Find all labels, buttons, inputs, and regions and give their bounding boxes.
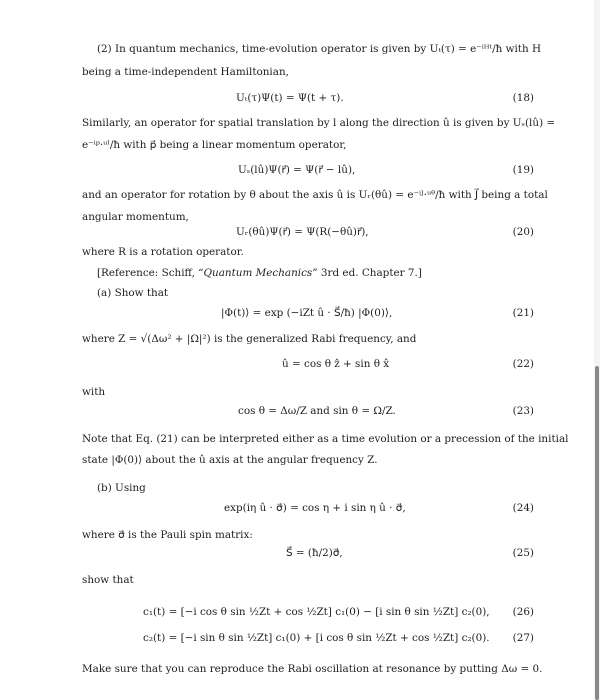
- reference-book-title: Quantum Mechanics: [203, 267, 313, 279]
- equation-18-number: (18): [512, 92, 534, 104]
- note-line-2: state |Φ(0)⟩ about the û axis at the angular frequency Z.: [82, 454, 378, 466]
- spatial-line-2: e⁻ⁱᵖ·ᵘˡ/ħ with p⃗ being a linear momentum operator,: [82, 139, 347, 151]
- equation-25-number: (25): [512, 547, 534, 559]
- equation-24-number: (24): [512, 502, 534, 514]
- equation-22-number: (22): [512, 358, 534, 370]
- equation-19-number: (19): [512, 164, 534, 176]
- pauli-matrix-note: where σ⃗ is the Pauli spin matrix:: [82, 529, 253, 541]
- equation-20: Uᵣ(θû)Ψ(r⃗) = Ψ(R(−θû)r⃗),: [236, 226, 369, 238]
- intro-line-1: (2) In quantum mechanics, time-evolution operator is given by Uₜ(τ) = e⁻ⁱᴴᵗ/ħ with H: [97, 43, 542, 55]
- final-instruction: Make sure that you can reproduce the Rabi oscillation at resonance by putting Δω = 0.: [82, 663, 543, 675]
- reference-prefix: [Reference: Schiff, “: [97, 267, 204, 279]
- equation-26-number: (26): [512, 606, 534, 618]
- equation-21: |Φ(t)⟩ = exp (−iZt û · S⃗/ħ) |Φ(0)⟩,: [221, 307, 393, 319]
- equation-19: Uₛ(lû)Ψ(r⃗) = Ψ(r⃗ − lû),: [238, 164, 356, 176]
- equation-22: û = cos θ ẑ + sin θ x̂: [282, 358, 390, 370]
- equation-24: exp(iη û · σ⃗) = cos η + i sin η û · σ⃗,: [224, 502, 406, 514]
- equation-26: c₁(t) = [−i cos θ sin ½Zt + cos ½Zt] c₁(0) − [i sin θ sin ½Zt] c₂(0),: [143, 606, 490, 618]
- part-b-label: (b) Using: [97, 482, 146, 494]
- rabi-frequency-definition: where Z = √(Δω² + |Ω|²) is the generalized Rabi frequency, and: [82, 333, 417, 345]
- equation-25: S⃗ = (ħ/2)σ⃗,: [286, 547, 343, 559]
- equation-27-number: (27): [512, 632, 534, 644]
- part-a-label: (a) Show that: [97, 287, 169, 299]
- reference: [97, 267, 422, 280]
- reference-suffix: ” 3rd ed. Chapter 7.]: [312, 267, 422, 279]
- intro-line-2: being a time-independent Hamiltonian,: [82, 66, 289, 78]
- rotation-line-2: angular momentum,: [82, 211, 189, 223]
- scrollbar-thumb[interactable]: [595, 366, 599, 700]
- note-line-1: Note that Eq. (21) can be interpreted either as a time evolution or a precession of the initial: [82, 433, 569, 445]
- rotation-operator-note: where R is a rotation operator.: [82, 246, 244, 258]
- equation-27: c₂(t) = [−i sin θ sin ½Zt] c₁(0) + [i cos θ sin ½Zt + cos ½Zt] c₂(0).: [143, 632, 490, 644]
- equation-23-number: (23): [512, 405, 534, 417]
- equation-21-number: (21): [512, 307, 534, 319]
- spatial-line-1: Similarly, an operator for spatial translation by l along the direction û is given by Uₛ(lû) =: [82, 117, 556, 129]
- equation-20-number: (20): [512, 226, 534, 238]
- with-label: with: [82, 386, 106, 398]
- rotation-line-1: and an operator for rotation by θ about the axis û is Uᵣ(θû) = e⁻ⁱᴶ·ᵘᶿ/ħ with J⃗ being a total: [82, 189, 548, 201]
- equation-18: Uₜ(τ)Ψ(t) = Ψ(t + τ).: [236, 92, 344, 104]
- equation-23: cos θ = Δω/Z and sin θ = Ω/Z.: [238, 405, 396, 417]
- scrollbar-track[interactable]: [594, 0, 600, 700]
- show-that-label: show that: [82, 574, 134, 586]
